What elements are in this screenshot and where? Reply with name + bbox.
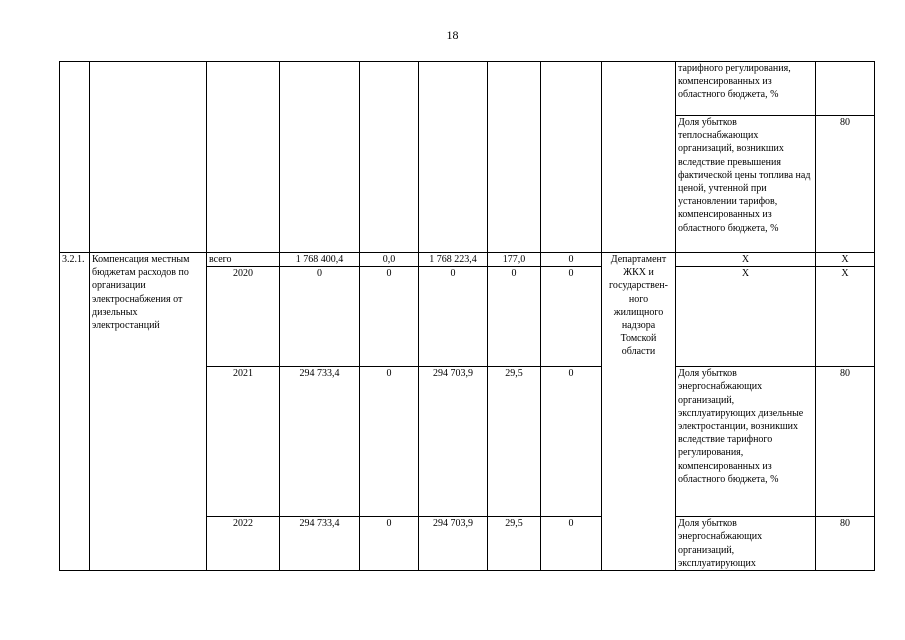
table-row-continued — [60, 62, 875, 116]
item-number: 3.2.1. — [60, 253, 90, 571]
cell-federal-empty — [360, 62, 419, 253]
item-name: Компенсация местным бюджетам расходов по организации электроснабжения от дизельных электростанций — [90, 253, 207, 571]
indicator-value — [816, 62, 875, 116]
indicator-value: 80 — [816, 116, 875, 253]
cell-number-empty — [60, 62, 90, 253]
federal-amount: 0 — [360, 367, 419, 517]
total-amount: 1 768 400,4 — [280, 253, 360, 267]
federal-amount: 0 — [360, 267, 419, 367]
indicator-cell: Х — [676, 267, 816, 367]
page-number: 18 — [446, 28, 459, 42]
year-label: 2021 — [207, 367, 280, 517]
indicator-cell: Доля убытков теплоснабжающих организаций, возникших вследствие превышения фактической цены топлива над ценой, учтенной при установлении тарифов, компенсированных из областного бюджета, % — [676, 116, 816, 253]
indicator-cell: тарифного регулирования, компенсированных из областного бюджета, % — [676, 62, 816, 116]
executor-text: Департамент ЖКХ и государствен-ного жилищного надзора Томской области — [609, 254, 668, 358]
cell-executor-empty — [602, 62, 676, 253]
year-label: 2020 — [207, 267, 280, 367]
federal-amount: 0 — [360, 517, 419, 571]
cell-total-empty — [280, 62, 360, 253]
cell-extra-empty — [541, 62, 602, 253]
year-label: 2022 — [207, 517, 280, 571]
regional-amount: 294 703,9 — [419, 517, 488, 571]
indicator-value: Х — [816, 267, 875, 367]
indicator-value: Х — [816, 253, 875, 267]
total-amount: 294 733,4 — [280, 367, 360, 517]
table-row-total — [60, 253, 875, 267]
local-amount: 177,0 — [488, 253, 541, 267]
cell-name-empty — [90, 62, 207, 253]
regional-amount: 1 768 223,4 — [419, 253, 488, 267]
total-amount: 0 — [280, 267, 360, 367]
indicator-cell: Доля убытков энергоснабжающих организаций, эксплуатирующих дизельные электростанции, возникших вследствие тарифного регулирования, компенсированных из областного бюджета, % — [676, 367, 816, 517]
cell-regional-empty — [419, 62, 488, 253]
cell-local-empty — [488, 62, 541, 253]
indicator-cell: Доля убытков энергоснабжающих организаций, эксплуатирующих — [676, 517, 816, 571]
indicator-value: 80 — [816, 367, 875, 517]
federal-amount: 0,0 — [360, 253, 419, 267]
local-amount: 29,5 — [488, 367, 541, 517]
regional-amount: 294 703,9 — [419, 367, 488, 517]
local-amount: 29,5 — [488, 517, 541, 571]
total-amount: 294 733,4 — [280, 517, 360, 571]
indicator-cell: Х — [676, 253, 816, 267]
year-label: всего — [207, 253, 280, 267]
regional-amount: 0 — [419, 267, 488, 367]
extra-amount: 0 — [541, 253, 602, 267]
cell-year-empty — [207, 62, 280, 253]
indicator-value: 80 — [816, 517, 875, 571]
extra-amount: 0 — [541, 267, 602, 367]
program-table — [59, 61, 875, 571]
local-amount: 0 — [488, 267, 541, 367]
extra-amount: 0 — [541, 517, 602, 571]
extra-amount: 0 — [541, 367, 602, 517]
executor-cell — [602, 253, 676, 571]
